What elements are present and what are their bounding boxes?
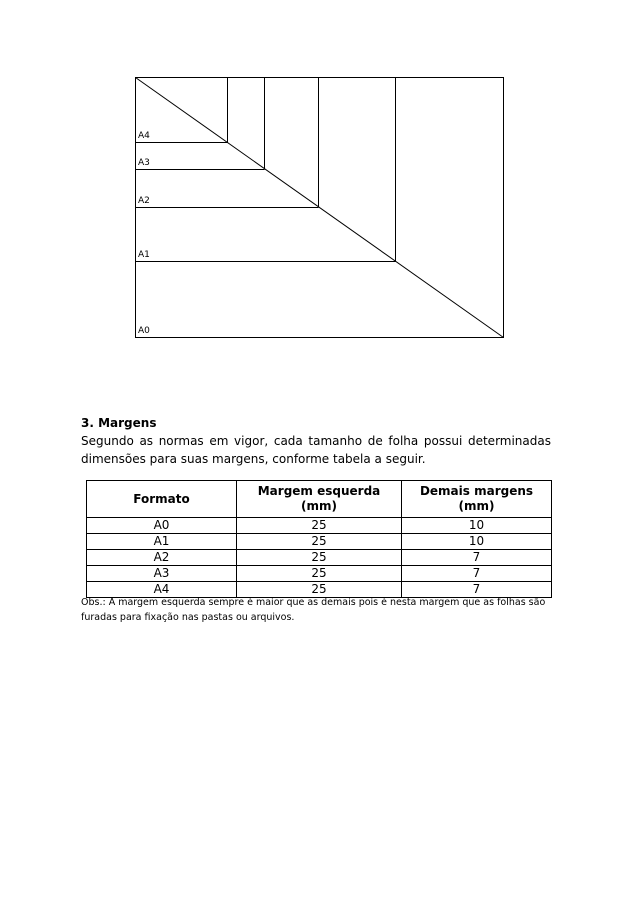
- header-margem-esquerda: Margem esquerda (mm): [237, 481, 402, 518]
- cell-margem-esquerda: 25: [237, 550, 402, 566]
- cell-margem-esquerda: 25: [237, 534, 402, 550]
- cell-margem-esquerda: 25: [237, 566, 402, 582]
- label-a4: A4: [138, 131, 150, 141]
- cell-formato: A1: [87, 534, 237, 550]
- header-demais-margens: Demais margens (mm): [402, 481, 552, 518]
- cell-margem-esquerda: 25: [237, 582, 402, 598]
- cell-margem-esquerda: 25: [237, 518, 402, 534]
- table-row: [87, 534, 552, 550]
- paper-format-diagram: [0, 0, 638, 360]
- table-row: [87, 550, 552, 566]
- margins-table: [86, 480, 552, 598]
- section-paragraph: Segundo as normas em vigor, cada tamanho de folha possui determinadas dimensões para suas margens, conforme tabela a seguir.: [81, 434, 551, 466]
- label-a1: A1: [138, 250, 150, 260]
- header-formato: Formato: [87, 481, 237, 518]
- label-a0: A0: [138, 326, 150, 336]
- cell-formato: A0: [87, 518, 237, 534]
- table-row: [87, 518, 552, 534]
- observation-note: Obs.: A margem esquerda sempre é maior que as demais pois é nesta margem que as folhas são furadas para fixação nas pastas ou arquivos.: [81, 597, 546, 623]
- cell-demais-margens: 7: [402, 550, 552, 566]
- cell-demais-margens: 7: [402, 566, 552, 582]
- table-row: [87, 566, 552, 582]
- section-title: 3. Margens: [81, 416, 157, 430]
- cell-formato: A2: [87, 550, 237, 566]
- label-a2: A2: [138, 196, 150, 206]
- cell-formato: A4: [87, 582, 237, 598]
- table-header-row: [87, 481, 552, 518]
- cell-formato: A3: [87, 566, 237, 582]
- cell-demais-margens: 10: [402, 518, 552, 534]
- label-a3: A3: [138, 158, 150, 168]
- cell-demais-margens: 7: [402, 582, 552, 598]
- cell-demais-margens: 10: [402, 534, 552, 550]
